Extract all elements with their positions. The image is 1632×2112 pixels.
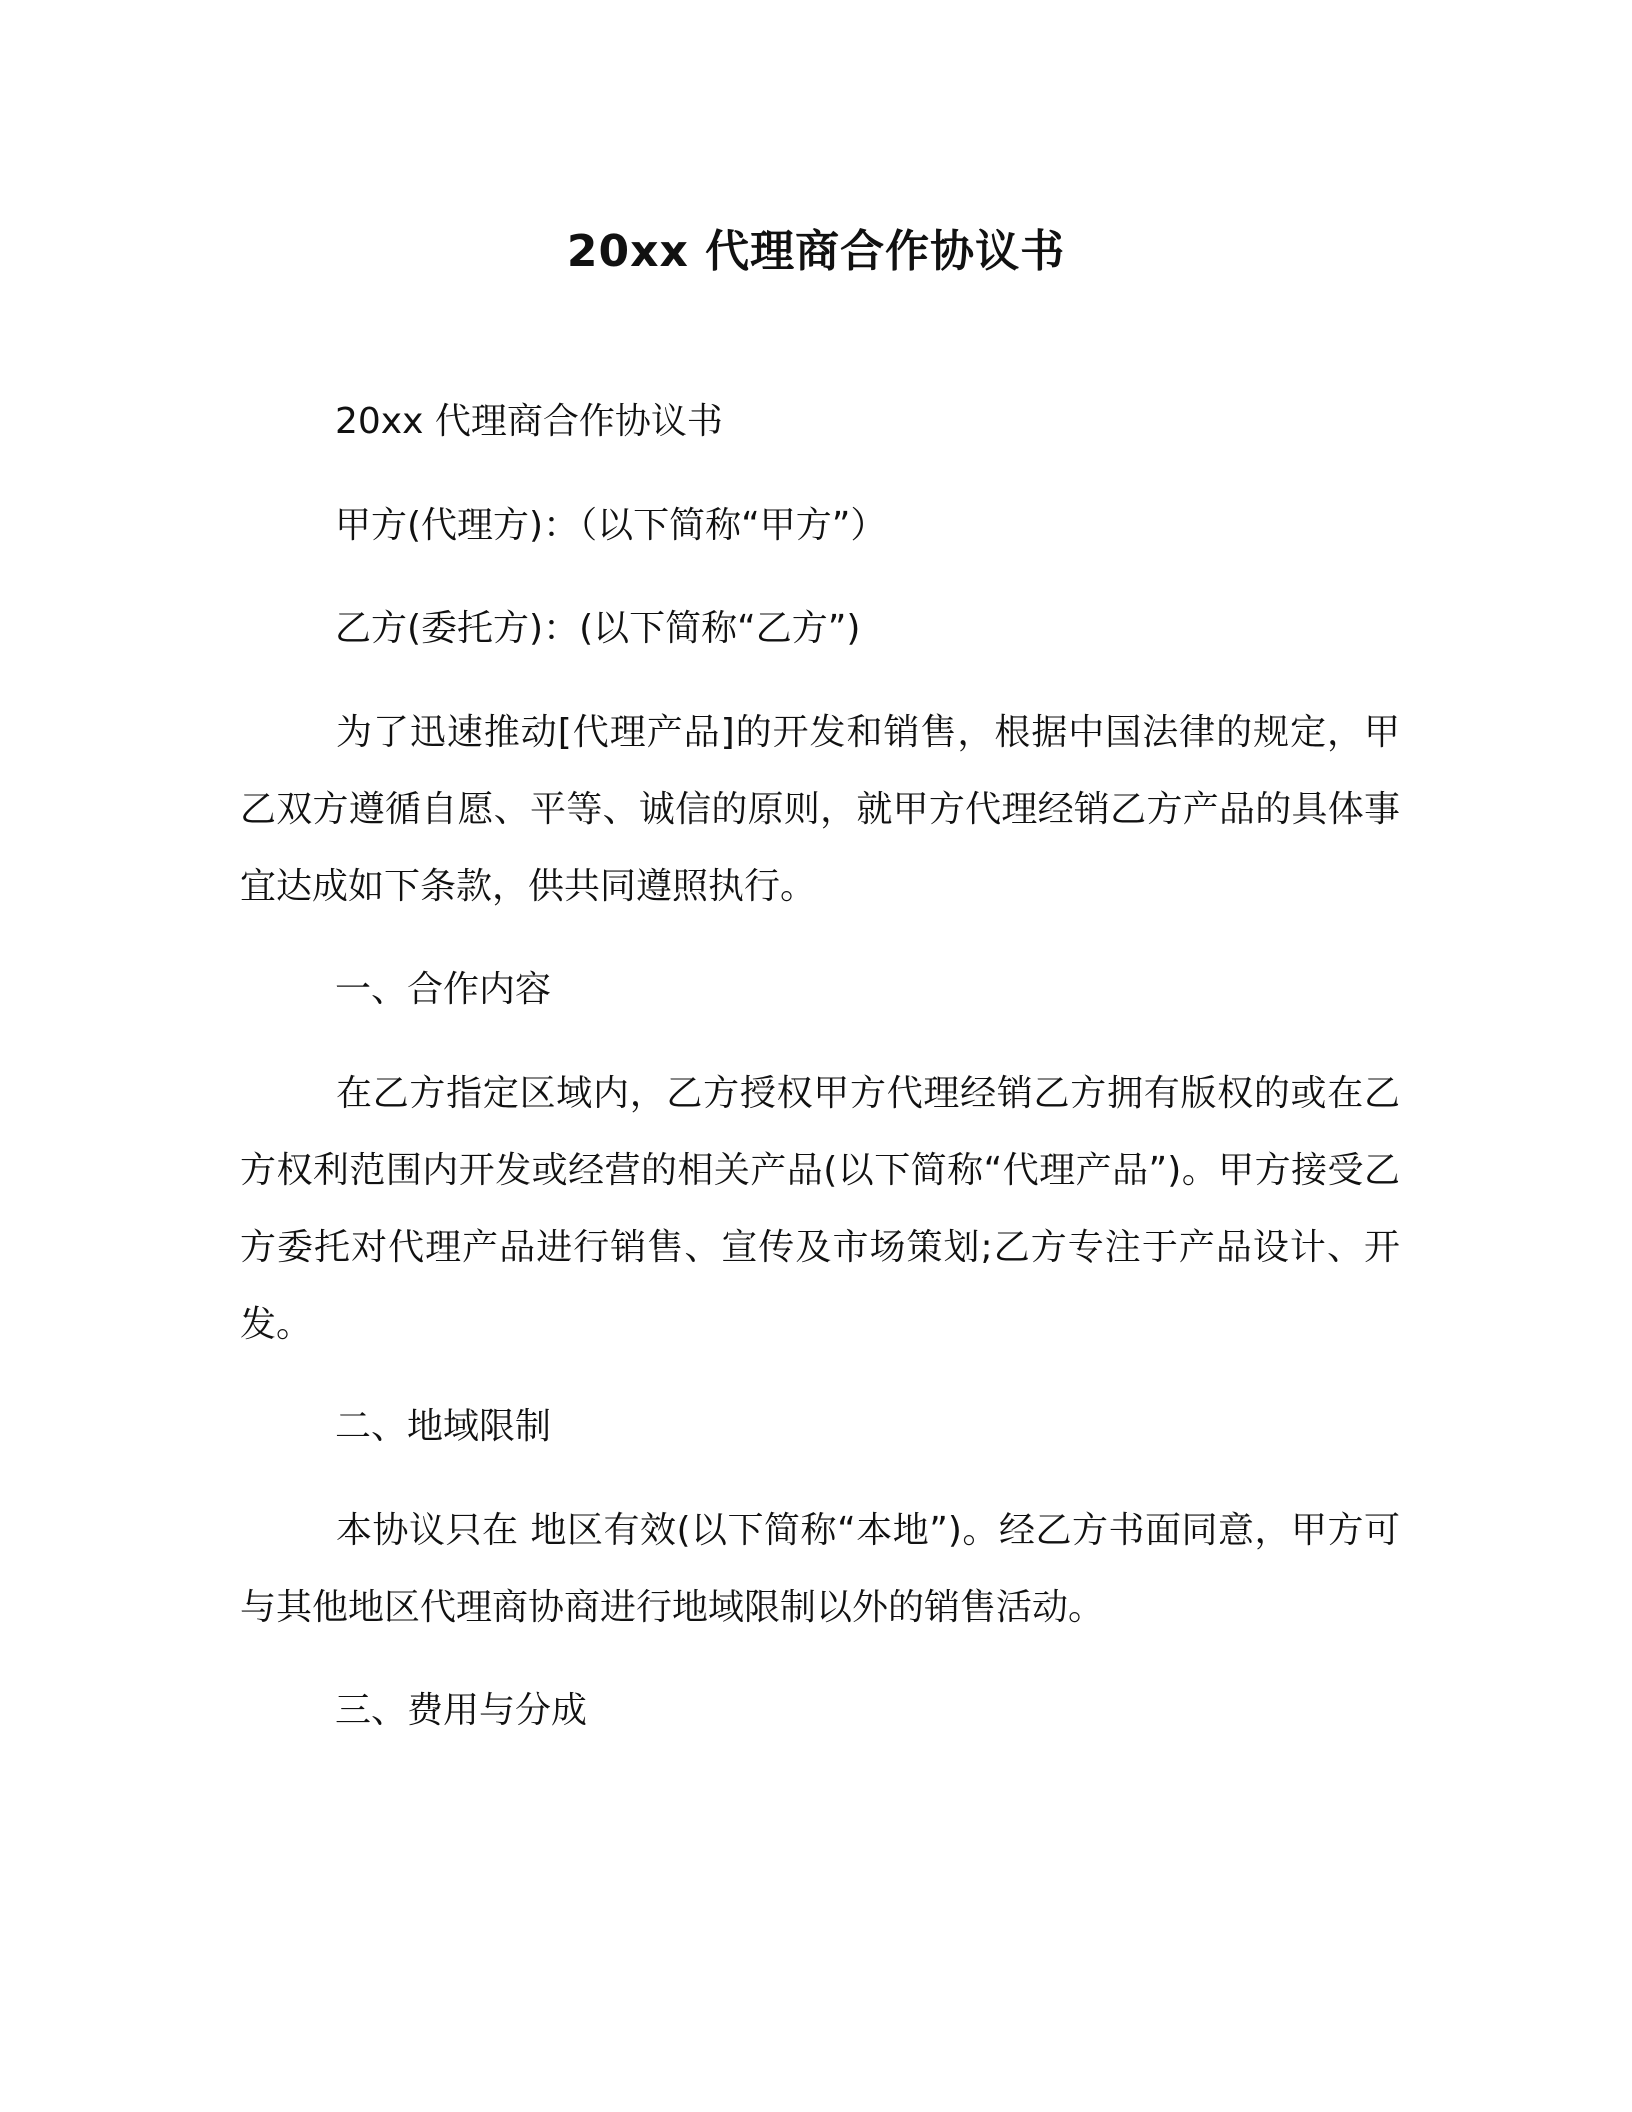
section-body-region: 本协议只在 地区有效(以下简称“本地”)。经乙方书面同意，甲方可与其他地区代理商协商进行地域限制以外的销售活动。 <box>240 1510 1400 1628</box>
intro-paragraph: 为了迅速推动[代理产品]的开发和销售，根据中国法律的规定，甲乙双方遵循自愿、平等、诚信的原则，就甲方代理经销乙方产品的具体事宜达成如下条款，供共同遵照执行。 <box>240 712 1400 907</box>
section-heading-region: 二、地域限制 <box>335 1406 552 1447</box>
section-body-cooperation: 在乙方指定区域内，乙方授权甲方代理经销乙方拥有版权的或在乙方权利范围内开发或经营的相关产品(以下简称“代理产品”)。甲方接受乙方委托对代理产品进行销售、宣传及市场策划;乙方专注于产品设计、开发。 <box>240 1073 1400 1345</box>
document-title: 20xx 代理商合作协议书 <box>566 226 1066 277</box>
document-subtitle: 20xx 代理商合作协议书 <box>335 401 723 442</box>
section-heading-cooperation: 一、合作内容 <box>335 969 552 1010</box>
section-heading-fees: 三、费用与分成 <box>335 1690 588 1731</box>
party-b-line: 乙方(委托方)：(以下简称“乙方”) <box>335 608 861 649</box>
party-a-line: 甲方(代理方)：（以下简称“甲方”） <box>335 505 887 546</box>
